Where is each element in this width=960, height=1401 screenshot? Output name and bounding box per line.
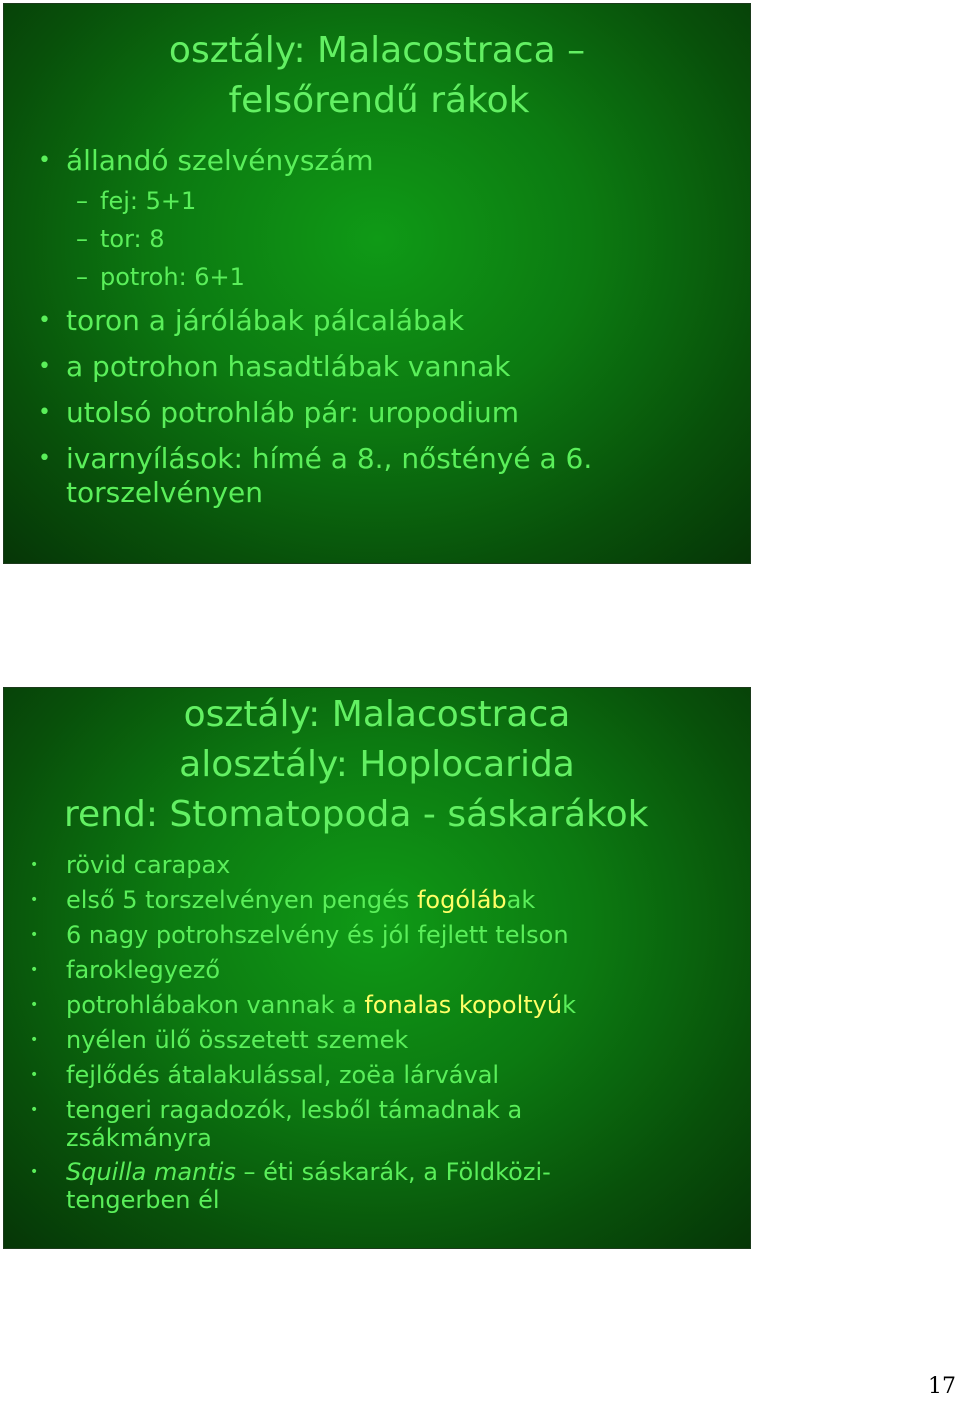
list-item: – potroh: 6+1 <box>38 262 686 292</box>
slide-1 <box>3 3 751 564</box>
list-item: • fejlődés átalakulással, zoëa lárvával <box>26 1061 626 1090</box>
list-item-text: ak <box>506 886 536 914</box>
slide-2-bullet-list <box>26 851 626 1220</box>
list-item: • rövid carapax <box>26 851 626 880</box>
species-name: Squilla mantis <box>66 1158 236 1186</box>
slide-2-title-line-2: alosztály: Hoplocarida <box>179 744 575 785</box>
slide-2-title-line-1: osztály: Malacostraca <box>183 694 571 735</box>
slide-1-title <box>4 26 750 126</box>
highlighted-term: fonalas kopoltyú <box>364 991 563 1019</box>
list-item: • toron a járólábak pálcalábak <box>38 304 686 338</box>
slide-1-title-line-1: osztály: Malacostraca – <box>168 30 586 71</box>
list-item: • állandó szelvényszám <box>38 144 686 178</box>
list-item: • nyélen ülő összetett szemek <box>26 1026 626 1055</box>
highlighted-term: fogóláb <box>416 886 507 914</box>
list-item: – fej: 5+1 <box>38 186 686 216</box>
list-item-text: k <box>562 991 576 1019</box>
list-item: • ivarnyílások: hímé a 8., nőstényé a 6. torszelvényen <box>38 442 686 510</box>
list-item-text: – éti sáskarák, a Földközi-tengerben él <box>66 1158 551 1214</box>
list-item: • utolsó potrohláb pár: uropodium <box>38 396 686 430</box>
list-item: • faroklegyező <box>26 956 626 985</box>
page-number: 17 <box>928 1374 956 1399</box>
list-item: – tor: 8 <box>38 224 686 254</box>
slide-2 <box>3 687 751 1249</box>
list-item: • 6 nagy potrohszelvény és jól fejlett telson <box>26 921 626 950</box>
slide-1-title-line-2: felsőrendű rákok <box>228 80 530 121</box>
list-item-text: első 5 torszelvényen pengés <box>66 886 417 914</box>
list-item <box>26 886 626 915</box>
list-item <box>26 991 626 1020</box>
list-item-text: potrohlábakon vannak a <box>66 991 365 1019</box>
list-item: • tengeri ragadozók, lesből támadnak a zsákmányra <box>26 1096 626 1152</box>
list-item <box>26 1158 626 1214</box>
slide-2-title-line-3: rend: Stomatopoda - sáskarákok <box>64 794 649 835</box>
list-item: • a potrohon hasadtlábak vannak <box>38 350 686 384</box>
slide-1-bullet-list <box>38 144 686 522</box>
slide-2-title <box>4 688 750 840</box>
